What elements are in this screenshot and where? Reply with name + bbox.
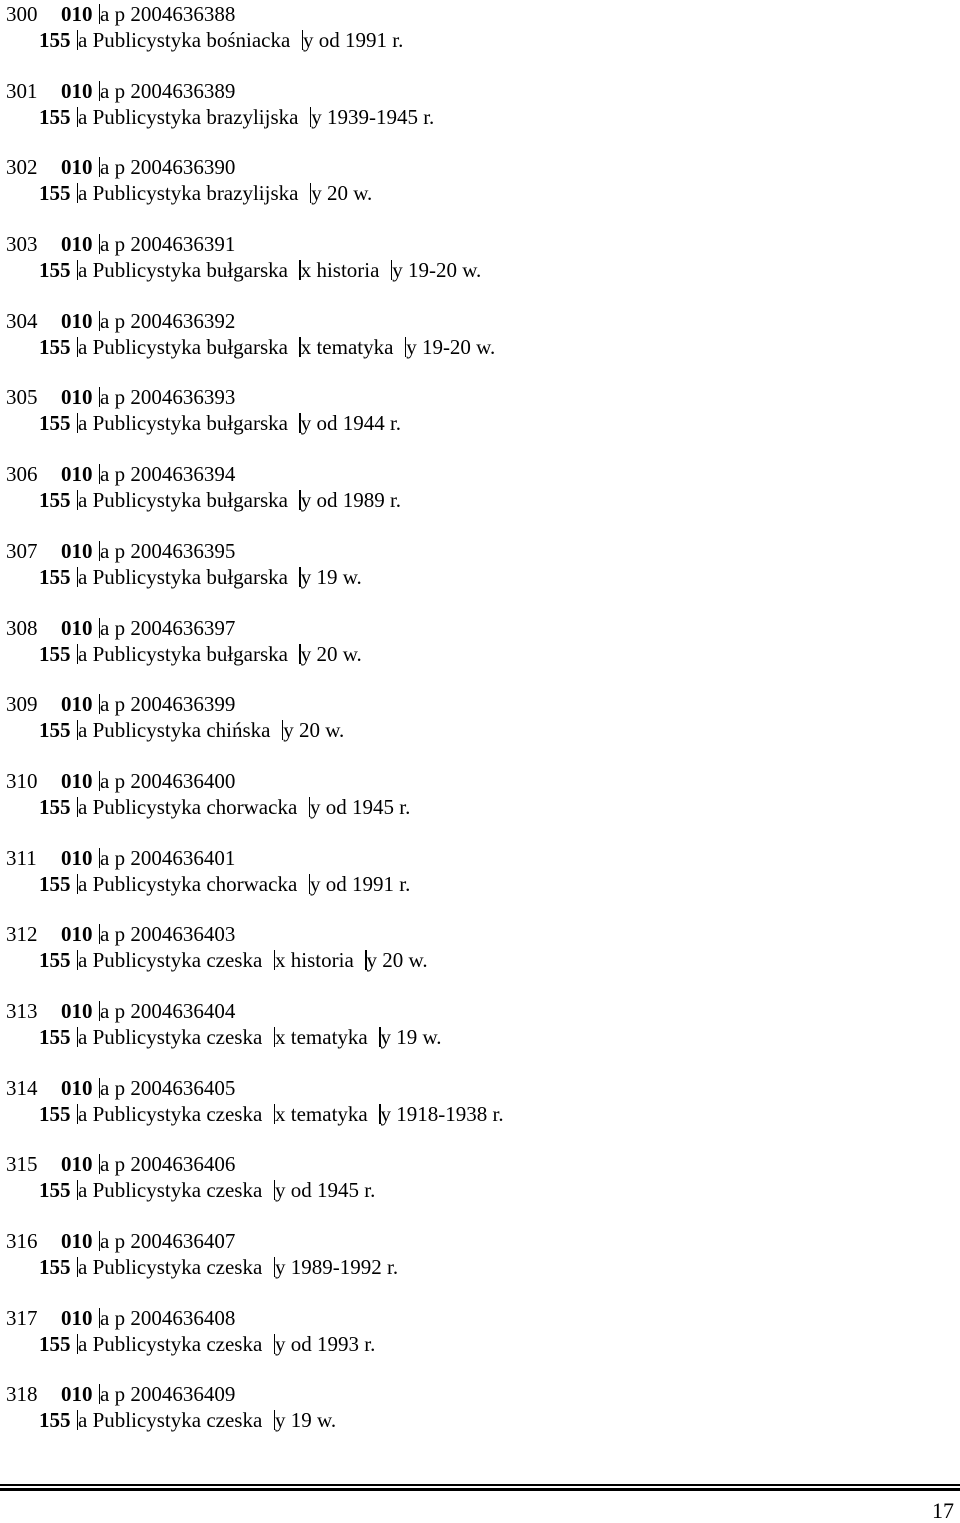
record-line-010 <box>6 998 946 1024</box>
record-line-010 <box>6 308 946 334</box>
field-tag: 010 <box>61 615 93 640</box>
record-line-155 <box>6 1407 946 1433</box>
record-number: 306 <box>6 462 38 487</box>
subfield-value: a p 2004636394 <box>100 462 236 487</box>
record-line-155 <box>6 104 946 130</box>
field-tag: 155 <box>39 1024 71 1049</box>
subfield-value: a p 2004636392 <box>100 308 236 333</box>
record-line-010 <box>6 921 946 947</box>
catalog-record <box>6 768 946 844</box>
subfield-value: a p 2004636409 <box>100 1382 236 1407</box>
subfield-value: y od 1945 r. <box>310 794 411 819</box>
record-line-155 <box>6 947 946 973</box>
subfield-value: a p 2004636399 <box>100 692 236 717</box>
subfield-value: y 1989-1992 r. <box>275 1255 399 1279</box>
subfield-value: a p 2004636389 <box>100 78 236 103</box>
catalog-record <box>6 998 946 1074</box>
subfield-value: a Publicystyka brazylijska <box>78 181 299 206</box>
field-tag: 010 <box>61 385 93 410</box>
field-tag: 010 <box>61 1075 93 1100</box>
field-tag: 010 <box>61 462 93 487</box>
record-line-010 <box>6 154 946 180</box>
subfield-value: a p 2004636401 <box>100 845 236 870</box>
field-tag: 155 <box>39 1331 71 1356</box>
subfield-value: x historia <box>300 258 380 283</box>
record-number: 309 <box>6 692 38 717</box>
catalog-record <box>6 1305 946 1381</box>
subfield-value: y 19 w. <box>300 564 362 589</box>
record-line-155 <box>6 410 946 436</box>
field-tag: 155 <box>39 948 71 973</box>
record-line-010 <box>6 768 946 794</box>
record-line-155 <box>6 717 946 743</box>
record-line-155 <box>6 1101 946 1127</box>
field-tag: 155 <box>39 258 71 283</box>
record-line-010 <box>6 1 946 27</box>
field-tag: 155 <box>39 718 71 743</box>
record-number: 316 <box>6 1229 38 1253</box>
subfield-value: y od 1945 r. <box>275 1178 376 1203</box>
field-tag: 155 <box>39 1178 71 1203</box>
catalog-record <box>6 384 946 460</box>
record-line-155 <box>6 257 946 283</box>
subfield-value: a Publicystyka bośniacka <box>78 28 291 52</box>
catalog-record <box>6 154 946 230</box>
catalog-record <box>6 845 946 921</box>
subfield-value: a Publicystyka bułgarska <box>78 334 288 359</box>
subfield-value: y 20 w. <box>283 718 345 743</box>
record-line-155 <box>6 1254 946 1280</box>
subfield-value: y od 1991 r. <box>303 28 404 52</box>
record-line-010 <box>6 691 946 717</box>
record-line-010 <box>6 538 946 564</box>
catalog-record <box>6 1 946 77</box>
subfield-value: x tematyka <box>300 334 394 359</box>
record-number: 301 <box>6 78 38 103</box>
field-tag: 155 <box>39 411 71 436</box>
record-number: 304 <box>6 308 38 333</box>
subfield-value: x tematyka <box>275 1024 368 1049</box>
subfield-value: a p 2004636395 <box>100 538 236 563</box>
record-number: 305 <box>6 385 38 410</box>
field-tag: 155 <box>39 871 71 896</box>
field-tag: 010 <box>61 78 93 103</box>
record-line-155 <box>6 1331 946 1357</box>
subfield-value: a Publicystyka czeska <box>78 1255 263 1279</box>
record-number: 300 <box>6 2 38 26</box>
field-tag: 155 <box>39 1101 71 1126</box>
field-tag: 010 <box>61 845 93 870</box>
subfield-value: y 19-20 w. <box>406 334 496 359</box>
record-list <box>6 0 946 1457</box>
record-line-155 <box>6 180 946 206</box>
record-line-010 <box>6 1305 946 1331</box>
field-tag: 010 <box>61 1305 93 1330</box>
subfield-value: y 20 w. <box>311 181 373 206</box>
subfield-value: y 20 w. <box>300 641 362 666</box>
subfield-value: a Publicystyka bułgarska <box>78 564 288 589</box>
record-number: 317 <box>6 1305 38 1330</box>
subfield-value: a Publicystyka czeska <box>78 1331 263 1356</box>
subfield-value: a Publicystyka czeska <box>78 1101 263 1126</box>
record-line-010 <box>6 1151 946 1177</box>
subfield-value: y od 1993 r. <box>275 1331 376 1356</box>
record-number: 308 <box>6 615 38 640</box>
field-tag: 010 <box>61 768 93 793</box>
field-tag: 155 <box>39 794 71 819</box>
subfield-value: y 1939-1945 r. <box>311 104 435 129</box>
field-tag: 155 <box>39 1408 71 1433</box>
subfield-value: a Publicystyka chińska <box>78 718 271 743</box>
record-line-155 <box>6 487 946 513</box>
field-tag: 010 <box>61 232 93 257</box>
catalog-record <box>6 538 946 614</box>
subfield-value: a Publicystyka bułgarska <box>78 258 288 283</box>
catalog-record <box>6 461 946 537</box>
field-tag: 155 <box>39 488 71 513</box>
record-line-010 <box>6 78 946 104</box>
catalog-record <box>6 308 946 384</box>
subfield-value: y od 1944 r. <box>300 411 402 436</box>
catalog-record <box>6 1075 946 1151</box>
field-tag: 010 <box>61 308 93 333</box>
field-tag: 155 <box>39 104 71 129</box>
subfield-value: a p 2004636390 <box>100 155 236 180</box>
record-number: 318 <box>6 1382 38 1407</box>
field-tag: 155 <box>39 1255 71 1279</box>
record-line-010 <box>6 384 946 410</box>
page-number: 17 <box>932 1498 954 1523</box>
subfield-value: a Publicystyka czeska <box>78 1408 263 1433</box>
field-tag: 010 <box>61 1382 93 1407</box>
subfield-value: a Publicystyka chorwacka <box>78 871 298 896</box>
record-line-155 <box>6 641 946 667</box>
field-tag: 010 <box>61 155 93 180</box>
subfield-value: y 1918-1938 r. <box>380 1101 504 1126</box>
field-tag: 010 <box>61 922 93 947</box>
subfield-value: a p 2004636405 <box>100 1075 236 1100</box>
record-line-155 <box>6 334 946 360</box>
subfield-value: x historia <box>275 948 354 973</box>
subfield-value: x tematyka <box>275 1101 368 1126</box>
field-tag: 155 <box>39 564 71 589</box>
subfield-value: a Publicystyka czeska <box>78 1178 263 1203</box>
record-line-010 <box>6 615 946 641</box>
subfield-value: y 19 w. <box>380 1024 442 1049</box>
catalog-record <box>6 691 946 767</box>
field-tag: 010 <box>61 1229 93 1253</box>
record-number: 310 <box>6 768 38 793</box>
catalog-record <box>6 231 946 307</box>
record-number: 315 <box>6 1152 38 1177</box>
record-line-155 <box>6 564 946 590</box>
field-tag: 010 <box>61 1152 93 1177</box>
subfield-value: a Publicystyka bułgarska <box>78 641 288 666</box>
record-line-155 <box>6 27 946 53</box>
record-line-010 <box>6 1381 946 1407</box>
record-number: 303 <box>6 232 38 257</box>
subfield-value: y od 1989 r. <box>300 488 402 513</box>
catalog-record <box>6 1151 946 1227</box>
record-number: 311 <box>6 845 37 870</box>
record-number: 312 <box>6 922 38 947</box>
field-tag: 010 <box>61 538 93 563</box>
subfield-value: y 19-20 w. <box>392 258 482 283</box>
subfield-value: a Publicystyka bułgarska <box>78 411 288 436</box>
field-tag: 155 <box>39 334 71 359</box>
subfield-value: a p 2004636397 <box>100 615 236 640</box>
record-number: 314 <box>6 1075 38 1100</box>
record-number: 307 <box>6 538 38 563</box>
subfield-value: a p 2004636393 <box>100 385 236 410</box>
record-line-010 <box>6 845 946 871</box>
record-line-010 <box>6 1228 946 1254</box>
catalog-record <box>6 1228 946 1304</box>
catalog-record <box>6 78 946 154</box>
subfield-value: a Publicystyka bułgarska <box>78 488 288 513</box>
record-line-010 <box>6 1075 946 1101</box>
field-tag: 155 <box>39 641 71 666</box>
subfield-value: a p 2004636391 <box>100 232 236 257</box>
subfield-value: a p 2004636400 <box>100 768 236 793</box>
subfield-value: a p 2004636388 <box>100 2 236 26</box>
catalog-record <box>6 921 946 997</box>
record-line-155 <box>6 871 946 897</box>
record-line-155 <box>6 1024 946 1050</box>
record-number: 313 <box>6 998 38 1023</box>
subfield-value: a p 2004636408 <box>100 1305 236 1330</box>
field-tag: 155 <box>39 181 71 206</box>
record-line-155 <box>6 794 946 820</box>
subfield-value: y 20 w. <box>366 948 428 973</box>
record-line-010 <box>6 461 946 487</box>
field-tag: 010 <box>61 998 93 1023</box>
subfield-value: y od 1991 r. <box>310 871 411 896</box>
field-tag: 155 <box>39 28 71 52</box>
subfield-value: a p 2004636404 <box>100 998 236 1023</box>
record-number: 302 <box>6 155 38 180</box>
subfield-value: a Publicystyka chorwacka <box>78 794 298 819</box>
subfield-value: a p 2004636406 <box>100 1152 236 1177</box>
record-line-155 <box>6 1177 946 1203</box>
catalog-record <box>6 1381 946 1457</box>
catalog-record <box>6 615 946 691</box>
footer-rule-thick <box>0 1488 960 1491</box>
footer-rule-thin <box>0 1484 960 1486</box>
record-line-010 <box>6 231 946 257</box>
subfield-value: a Publicystyka brazylijska <box>78 104 299 129</box>
field-tag: 010 <box>61 2 93 26</box>
subfield-value: a p 2004636403 <box>100 922 236 947</box>
field-tag: 010 <box>61 692 93 717</box>
subfield-value: a Publicystyka czeska <box>78 948 263 973</box>
subfield-value: a Publicystyka czeska <box>78 1024 263 1049</box>
subfield-value: y 19 w. <box>275 1408 337 1433</box>
subfield-value: a p 2004636407 <box>100 1229 236 1253</box>
